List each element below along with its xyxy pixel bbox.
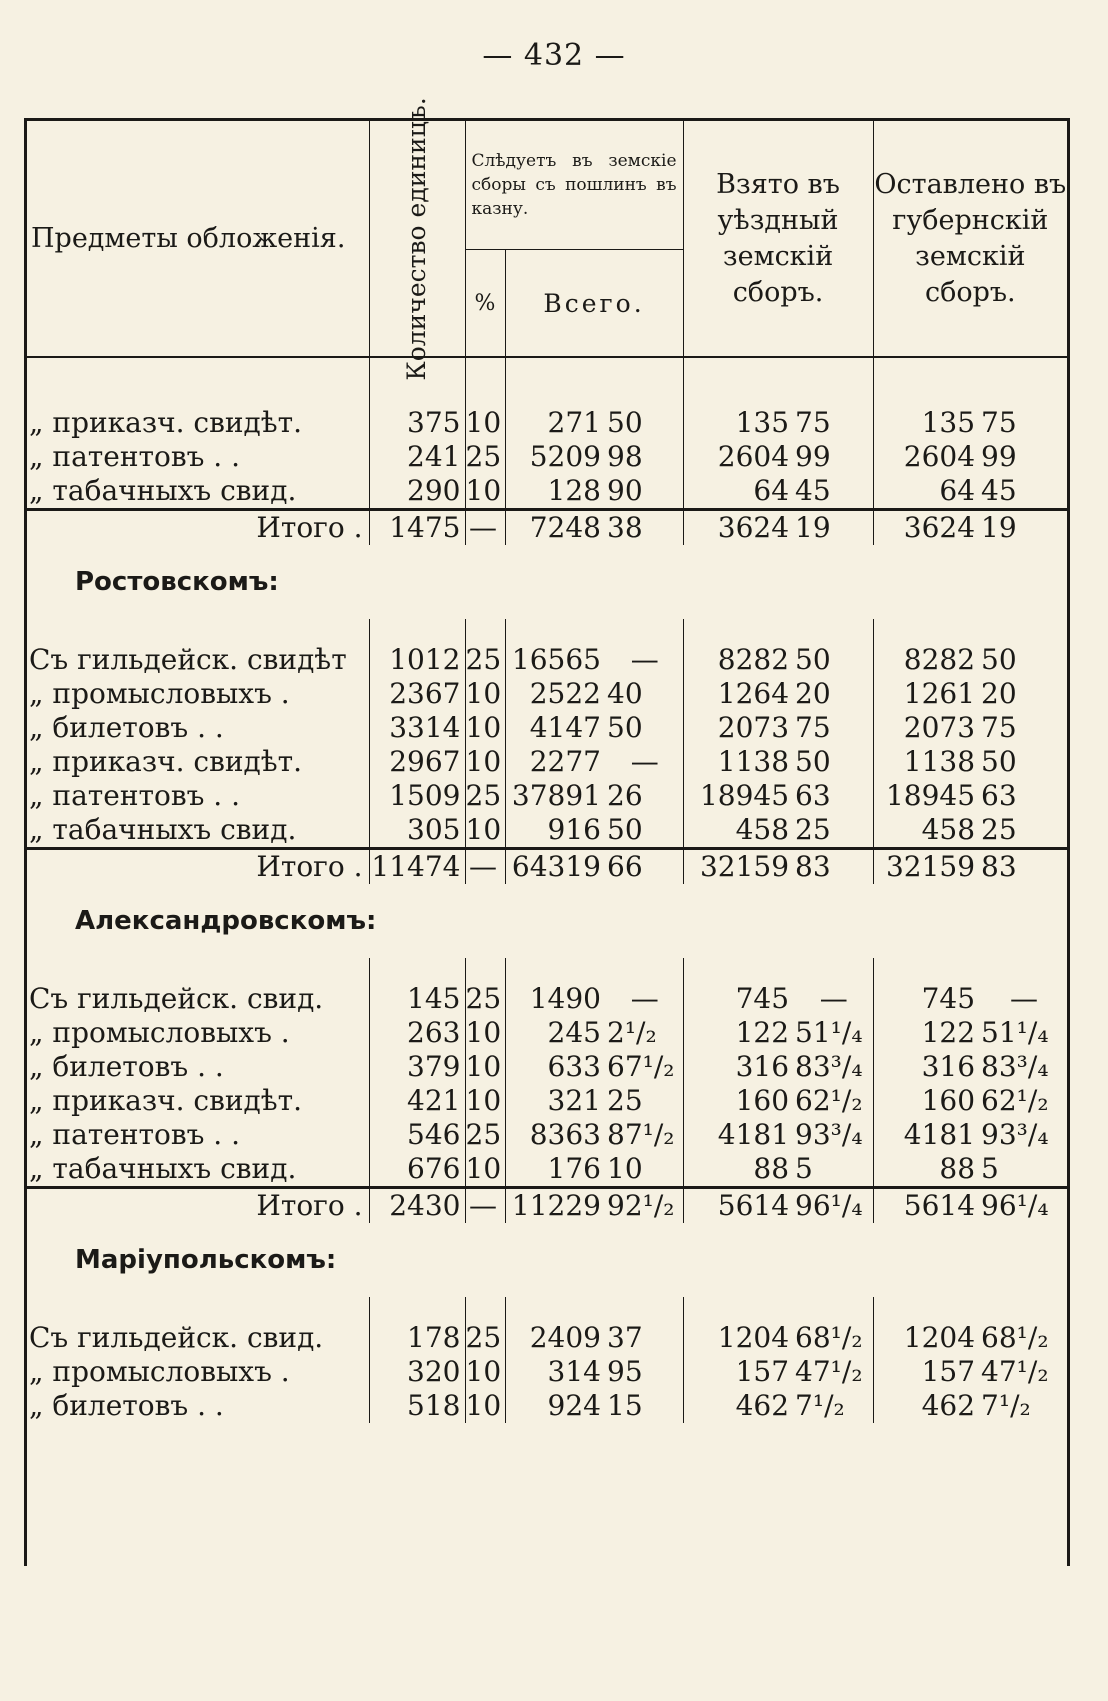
pct-cell: 10 bbox=[465, 1389, 505, 1423]
section-title: Маріупольскомъ: bbox=[75, 1245, 337, 1275]
qty-cell: 2367 bbox=[369, 677, 465, 711]
uk-cell: 75 bbox=[793, 406, 873, 440]
qty-cell: 290 bbox=[369, 474, 465, 510]
table-row bbox=[27, 643, 1067, 677]
gk-cell: — bbox=[1010, 982, 1039, 1015]
tr-cell: 1490 bbox=[529, 982, 601, 1015]
item-cell: „ промысловыхъ . bbox=[27, 1355, 369, 1389]
uk-cell: 68¹/₂ bbox=[793, 1321, 873, 1355]
uk-cell: 75 bbox=[793, 711, 873, 745]
tr-cell: 176 bbox=[547, 1152, 601, 1185]
table-row bbox=[27, 779, 1067, 813]
total-tk-cell: 38 bbox=[605, 510, 683, 546]
gr-cell: 18945 bbox=[885, 779, 976, 812]
total-gr-cell: 3624 bbox=[873, 510, 979, 546]
gk-cell: 45 bbox=[981, 474, 1017, 507]
qty-cell: 379 bbox=[369, 1050, 465, 1084]
table-header bbox=[27, 96, 1067, 381]
spacer-row bbox=[27, 382, 1067, 406]
total-qty-cell: 2430 bbox=[369, 1188, 465, 1224]
ur-cell: 160 bbox=[735, 1084, 790, 1117]
page-number: — 432 — bbox=[482, 38, 626, 73]
gk-cell: 68¹/₂ bbox=[981, 1321, 1049, 1354]
gk-cell: 50 bbox=[981, 745, 1017, 778]
tk-cell: 25 bbox=[605, 1084, 683, 1118]
item-cell: Съ гильдейск. свид. bbox=[27, 1321, 369, 1355]
gk-cell: 93³/₄ bbox=[981, 1118, 1049, 1151]
item-cell: „ табачныхъ свид. bbox=[27, 1152, 369, 1188]
gk-cell: 62¹/₂ bbox=[981, 1084, 1049, 1117]
uk-cell: 50 bbox=[793, 643, 873, 677]
ur-cell: 2073 bbox=[717, 711, 790, 744]
table-row bbox=[27, 1389, 1067, 1423]
tk-cell: 50 bbox=[605, 406, 683, 440]
tr-cell: 916 bbox=[547, 813, 601, 846]
ur-cell: 135 bbox=[735, 406, 790, 439]
header-uezd: Взято въ уѣздный земскій сборъ. bbox=[683, 121, 873, 357]
ur-cell: 1138 bbox=[717, 745, 790, 778]
total-gk-cell: 83 bbox=[979, 849, 1067, 885]
ur-cell: 88 bbox=[753, 1152, 790, 1185]
total-gr-cell: 32159 bbox=[873, 849, 979, 885]
uk-cell: 99 bbox=[793, 440, 873, 474]
pct-cell: 25 bbox=[465, 643, 505, 677]
pct-cell: 10 bbox=[465, 813, 505, 849]
tr-cell: 16565 bbox=[511, 643, 601, 676]
pct-cell: 10 bbox=[465, 474, 505, 510]
pct-cell: 25 bbox=[465, 779, 505, 813]
tk-cell: 90 bbox=[605, 474, 683, 510]
uk-cell: 45 bbox=[793, 474, 873, 510]
total-ur-cell: 3624 bbox=[683, 510, 793, 546]
total-gk-cell: 96¹/₄ bbox=[979, 1188, 1067, 1224]
total-gr-cell: 5614 bbox=[873, 1188, 979, 1224]
qty-cell: 145 bbox=[369, 982, 465, 1016]
gk-cell: 83³/₄ bbox=[981, 1050, 1049, 1083]
gk-cell: 75 bbox=[981, 406, 1017, 439]
gr-cell: 88 bbox=[939, 1152, 976, 1185]
pct-cell: 25 bbox=[465, 982, 505, 1016]
section-title-row bbox=[27, 545, 1067, 619]
tk-cell: 40 bbox=[605, 677, 683, 711]
uk-cell: 93³/₄ bbox=[793, 1118, 873, 1152]
uk-cell: 51¹/₄ bbox=[793, 1016, 873, 1050]
spacer-row bbox=[27, 619, 1067, 643]
gr-cell: 135 bbox=[921, 406, 976, 439]
ur-cell: 18945 bbox=[699, 779, 790, 812]
header-gub: Оставлено въ губернскій земскій сборъ. bbox=[873, 121, 1067, 357]
item-cell: „ табачныхъ свид. bbox=[27, 474, 369, 510]
item-cell: „ билетовъ . . bbox=[27, 1050, 369, 1084]
tk-cell: 95 bbox=[605, 1355, 683, 1389]
item-cell: „ промысловыхъ . bbox=[27, 677, 369, 711]
ur-cell: 458 bbox=[735, 813, 790, 846]
uk-cell: 20 bbox=[793, 677, 873, 711]
tk-cell: 50 bbox=[605, 813, 683, 849]
ur-cell: 316 bbox=[735, 1050, 790, 1083]
ur-cell: 1204 bbox=[717, 1321, 790, 1354]
tr-cell: 633 bbox=[547, 1050, 601, 1083]
total-pct-cell: — bbox=[465, 510, 505, 546]
qty-cell: 263 bbox=[369, 1016, 465, 1050]
item-cell: „ приказч. свидѣт. bbox=[27, 406, 369, 440]
total-label: Итого . bbox=[27, 510, 369, 546]
item-cell: „ патентовъ . . bbox=[27, 440, 369, 474]
tk-cell: 37 bbox=[605, 1321, 683, 1355]
tr-cell: 128 bbox=[547, 474, 601, 507]
qty-cell: 178 bbox=[369, 1321, 465, 1355]
uk-cell: 62¹/₂ bbox=[793, 1084, 873, 1118]
ur-cell: 64 bbox=[753, 474, 790, 507]
total-tr-cell: 11229 bbox=[505, 1188, 605, 1224]
uk-cell: 47¹/₂ bbox=[793, 1355, 873, 1389]
tk-cell: 87¹/₂ bbox=[605, 1118, 683, 1152]
total-tr-cell: 64319 bbox=[505, 849, 605, 885]
spacer-row bbox=[27, 357, 1067, 382]
total-uk-cell: 83 bbox=[793, 849, 873, 885]
table-row bbox=[27, 982, 1067, 1016]
table-row bbox=[27, 474, 1067, 510]
tr-cell: 37891 bbox=[511, 779, 601, 812]
qty-cell: 2967 bbox=[369, 745, 465, 779]
tk-cell: 98 bbox=[605, 440, 683, 474]
gr-cell: 2604 bbox=[903, 440, 976, 473]
header-quantity: Количество единицъ. bbox=[402, 96, 431, 381]
pct-cell: 10 bbox=[465, 711, 505, 745]
pct-cell: 10 bbox=[465, 1084, 505, 1118]
ur-cell: 8282 bbox=[717, 643, 790, 676]
gk-cell: 51¹/₄ bbox=[981, 1016, 1049, 1049]
pct-cell: 10 bbox=[465, 677, 505, 711]
gr-cell: 462 bbox=[921, 1389, 976, 1422]
gk-cell: 99 bbox=[981, 440, 1017, 473]
tr-cell: 321 bbox=[547, 1084, 601, 1117]
tr-cell: 8363 bbox=[529, 1118, 601, 1151]
qty-cell: 1509 bbox=[369, 779, 465, 813]
tk-cell: — bbox=[605, 982, 683, 1016]
gk-cell: 20 bbox=[981, 677, 1017, 710]
qty-cell: 375 bbox=[369, 406, 465, 440]
pct-cell: 25 bbox=[465, 1118, 505, 1152]
gr-cell: 157 bbox=[921, 1355, 976, 1388]
section-title-row bbox=[27, 1223, 1067, 1297]
tk-cell: — bbox=[605, 745, 683, 779]
tr-cell: 245 bbox=[547, 1016, 601, 1049]
qty-cell: 518 bbox=[369, 1389, 465, 1423]
uk-cell: 83³/₄ bbox=[793, 1050, 873, 1084]
tr-cell: 2277 bbox=[529, 745, 601, 778]
table-row bbox=[27, 711, 1067, 745]
total-pct-cell: — bbox=[465, 1188, 505, 1224]
pct-cell: 10 bbox=[465, 1016, 505, 1050]
table-row bbox=[27, 745, 1067, 779]
qty-cell: 421 bbox=[369, 1084, 465, 1118]
total-row bbox=[27, 510, 1067, 546]
qty-cell: 3314 bbox=[369, 711, 465, 745]
pct-cell: 10 bbox=[465, 1152, 505, 1188]
tk-cell: 50 bbox=[605, 711, 683, 745]
pct-cell: 25 bbox=[465, 440, 505, 474]
total-uk-cell: 19 bbox=[793, 510, 873, 546]
gr-cell: 64 bbox=[939, 474, 976, 507]
total-ur-cell: 32159 bbox=[683, 849, 793, 885]
total-label: Итого . bbox=[27, 849, 369, 885]
item-cell: „ патентовъ . . bbox=[27, 779, 369, 813]
tk-cell: 10 bbox=[605, 1152, 683, 1188]
gr-cell: 1138 bbox=[903, 745, 976, 778]
table-row bbox=[27, 1084, 1067, 1118]
tk-cell: — bbox=[605, 643, 683, 677]
qty-cell: 546 bbox=[369, 1118, 465, 1152]
table-row bbox=[27, 1321, 1067, 1355]
ur-cell: 2604 bbox=[717, 440, 790, 473]
item-cell: „ билетовъ . . bbox=[27, 711, 369, 745]
table-row bbox=[27, 406, 1067, 440]
header-due: Слѣдуетъ въ земскіе сборы съ пошлинъ въ казну. bbox=[465, 121, 683, 250]
total-gk-cell: 19 bbox=[979, 510, 1067, 546]
uk-cell: 5 bbox=[793, 1152, 873, 1188]
gr-cell: 316 bbox=[921, 1050, 976, 1083]
tr-cell: 314 bbox=[547, 1355, 601, 1388]
gr-cell: 4181 bbox=[903, 1118, 976, 1151]
gr-cell: 122 bbox=[921, 1016, 976, 1049]
gr-cell: 2073 bbox=[903, 711, 976, 744]
qty-cell: 241 bbox=[369, 440, 465, 474]
total-pct-cell: — bbox=[465, 849, 505, 885]
ur-cell: 462 bbox=[735, 1389, 790, 1422]
total-row bbox=[27, 1188, 1067, 1224]
uk-cell: 7¹/₂ bbox=[793, 1389, 873, 1423]
table-row bbox=[27, 1016, 1067, 1050]
ur-cell: 1264 bbox=[717, 677, 790, 710]
table-row bbox=[27, 813, 1067, 849]
ur-cell: 4181 bbox=[717, 1118, 790, 1151]
item-cell: „ приказч. свидѣт. bbox=[27, 1084, 369, 1118]
gk-cell: 63 bbox=[981, 779, 1017, 812]
pct-cell: 10 bbox=[465, 745, 505, 779]
item-cell: Съ гильдейск. свид. bbox=[27, 982, 369, 1016]
uk-cell: 63 bbox=[793, 779, 873, 813]
gk-cell: 25 bbox=[981, 813, 1017, 846]
gk-cell: 75 bbox=[981, 711, 1017, 744]
section-title: Ростовскомъ: bbox=[75, 567, 279, 597]
total-qty-cell: 11474 bbox=[369, 849, 465, 885]
uk-cell: 50 bbox=[793, 745, 873, 779]
pct-cell: 10 bbox=[465, 1050, 505, 1084]
total-tr-cell: 7248 bbox=[505, 510, 605, 546]
spacer-row bbox=[27, 1297, 1067, 1321]
table-body bbox=[27, 357, 1067, 1423]
table-row bbox=[27, 1152, 1067, 1188]
pct-cell: 10 bbox=[465, 1355, 505, 1389]
gr-cell: 745 bbox=[921, 982, 976, 1015]
uk-cell: 25 bbox=[793, 813, 873, 849]
tk-cell: 67¹/₂ bbox=[605, 1050, 683, 1084]
header-quantity-cell bbox=[369, 96, 465, 381]
tr-cell: 2522 bbox=[529, 677, 601, 710]
tr-cell: 271 bbox=[547, 406, 601, 439]
ur-cell: 122 bbox=[735, 1016, 790, 1049]
qty-cell: 676 bbox=[369, 1152, 465, 1188]
tk-cell: 26 bbox=[605, 779, 683, 813]
ur-cell: 157 bbox=[735, 1355, 790, 1388]
item-cell: „ промысловыхъ . bbox=[27, 1016, 369, 1050]
gk-cell: 7¹/₂ bbox=[981, 1389, 1031, 1422]
qty-cell: 305 bbox=[369, 813, 465, 849]
qty-cell: 1012 bbox=[369, 643, 465, 677]
gk-cell: 47¹/₂ bbox=[981, 1355, 1049, 1388]
table-row bbox=[27, 1355, 1067, 1389]
total-row bbox=[27, 849, 1067, 885]
pct-cell: 25 bbox=[465, 1321, 505, 1355]
gr-cell: 8282 bbox=[903, 643, 976, 676]
total-tk-cell: 66 bbox=[605, 849, 683, 885]
header-pct: % bbox=[465, 250, 505, 358]
total-ur-cell: 5614 bbox=[683, 1188, 793, 1224]
gk-cell: 50 bbox=[981, 643, 1017, 676]
table-row bbox=[27, 677, 1067, 711]
item-cell: „ табачныхъ свид. bbox=[27, 813, 369, 849]
tr-cell: 5209 bbox=[529, 440, 601, 473]
item-cell: Съ гильдейск. свидѣт bbox=[27, 643, 369, 677]
gr-cell: 1204 bbox=[903, 1321, 976, 1354]
item-cell: „ приказч. свидѣт. bbox=[27, 745, 369, 779]
uk-cell: — bbox=[793, 982, 873, 1016]
table-row bbox=[27, 440, 1067, 474]
table-row bbox=[27, 1050, 1067, 1084]
gr-cell: 160 bbox=[921, 1084, 976, 1117]
gk-cell: 5 bbox=[981, 1152, 999, 1185]
header-total: Всего. bbox=[505, 250, 683, 358]
total-label: Итого . bbox=[27, 1188, 369, 1224]
total-tk-cell: 92¹/₂ bbox=[605, 1188, 683, 1224]
tax-ledger-table bbox=[27, 96, 1067, 1423]
tr-cell: 924 bbox=[547, 1389, 601, 1422]
tr-cell: 2409 bbox=[529, 1321, 601, 1354]
section-title-row bbox=[27, 884, 1067, 958]
tk-cell: 15 bbox=[605, 1389, 683, 1423]
gr-cell: 458 bbox=[921, 813, 976, 846]
qty-cell: 320 bbox=[369, 1355, 465, 1389]
tr-cell: 4147 bbox=[529, 711, 601, 744]
section-title: Александровскомъ: bbox=[75, 906, 377, 936]
table-row bbox=[27, 1118, 1067, 1152]
pct-cell: 10 bbox=[465, 406, 505, 440]
header-item: Предметы обложенія. bbox=[27, 121, 369, 357]
item-cell: „ билетовъ . . bbox=[27, 1389, 369, 1423]
gr-cell: 1261 bbox=[903, 677, 976, 710]
total-uk-cell: 96¹/₄ bbox=[793, 1188, 873, 1224]
spacer-row bbox=[27, 958, 1067, 982]
total-qty-cell: 1475 bbox=[369, 510, 465, 546]
tk-cell: 2¹/₂ bbox=[605, 1016, 683, 1050]
ur-cell: 745 bbox=[735, 982, 790, 1015]
item-cell: „ патентовъ . . bbox=[27, 1118, 369, 1152]
